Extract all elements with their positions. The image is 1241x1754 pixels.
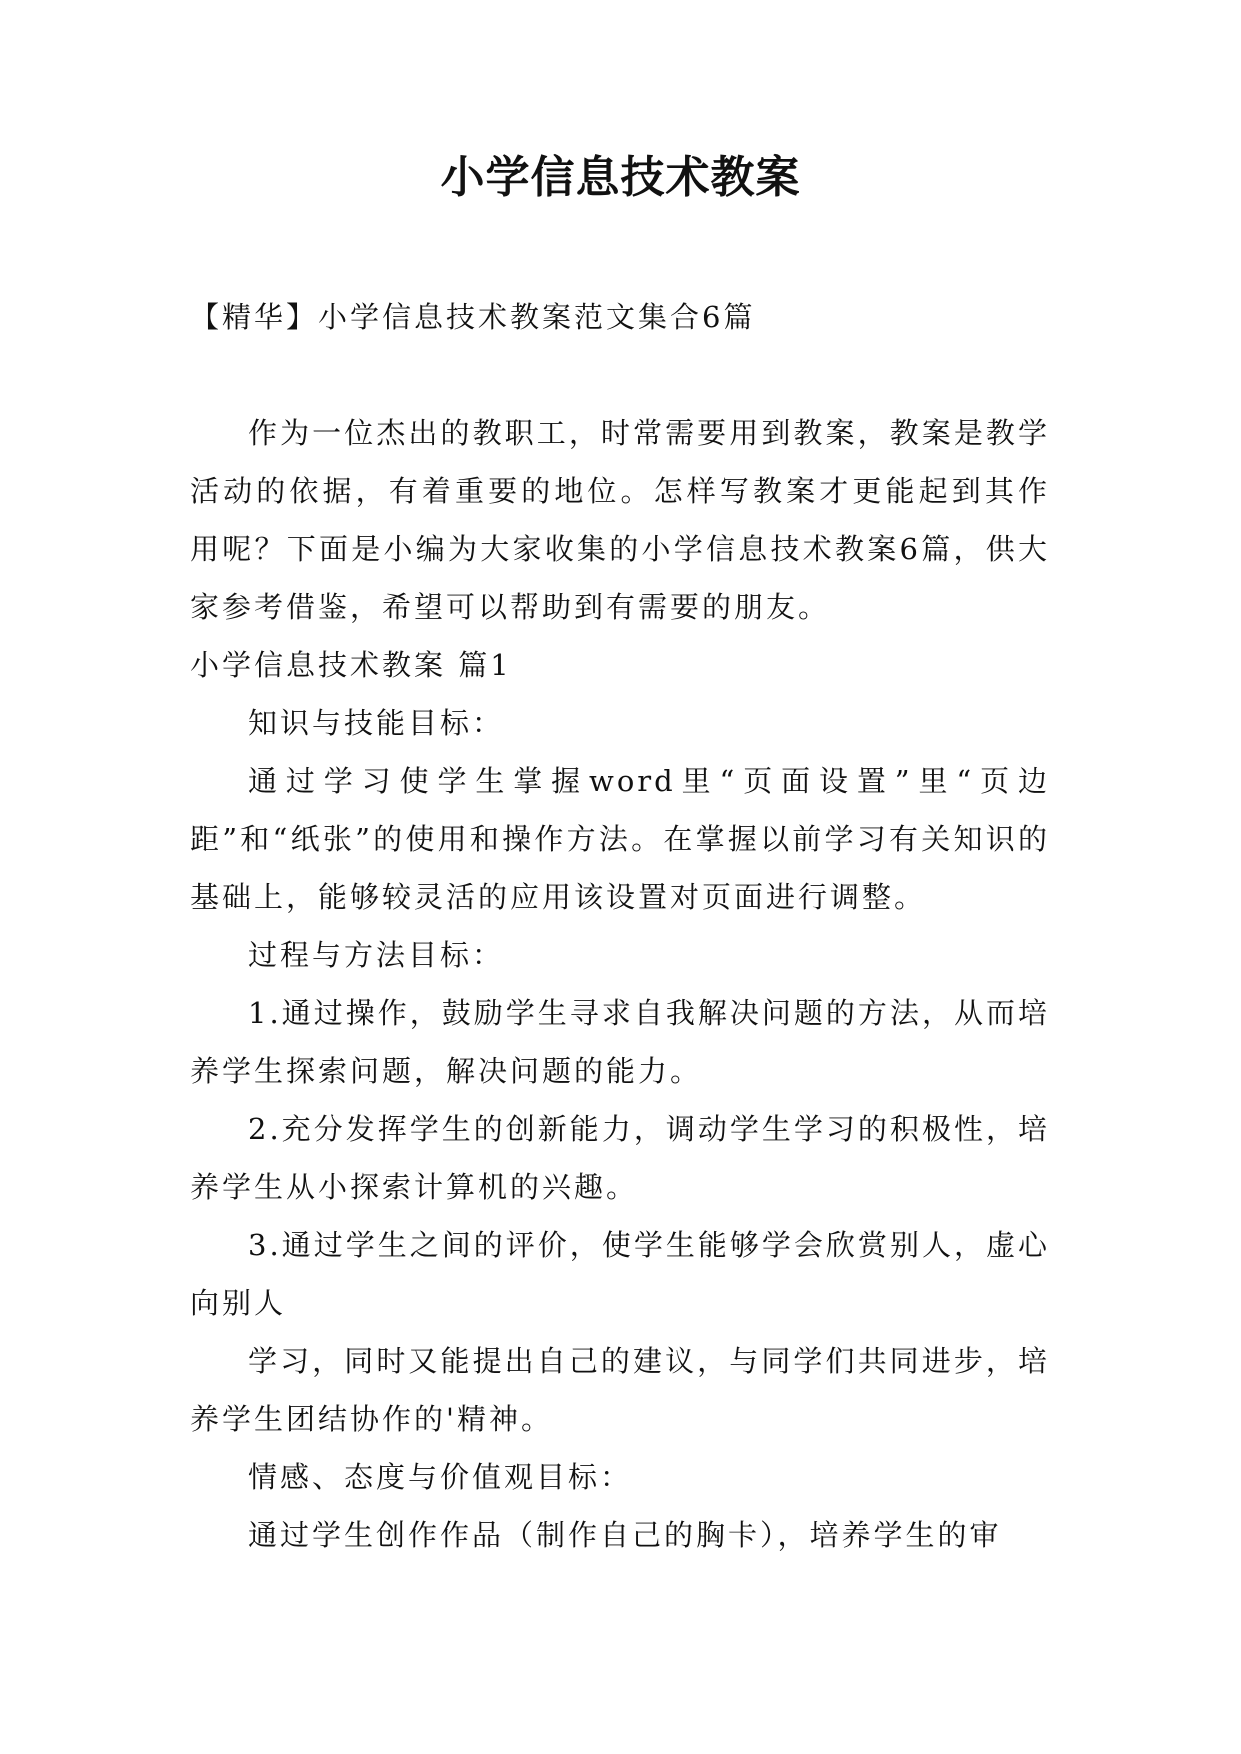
document-title: 小学信息技术教案 — [440, 152, 801, 203]
list-item-3-continued: 学习，同时又能提出自己的建议，与同学们共同进步，培养学生团结协作的'精神。 — [190, 1344, 1050, 1436]
list-item-3: 3.通过学生之间的评价，使学生能够学会欣赏别人，虚心向别人 — [190, 1228, 1050, 1320]
document-subtitle: 【精华】小学信息技术教案范文集合6篇 — [190, 300, 756, 334]
paragraph-attitude: 通过学生创作作品（制作自己的胸卡），培养学生的审 — [248, 1518, 1002, 1552]
goal-heading-process: 过程与方法目标： — [248, 938, 505, 972]
list-item-1: 1.通过操作，鼓励学生寻求自我解决问题的方法，从而培养学生探索问题，解决问题的能力。 — [190, 996, 1050, 1088]
goal-heading-knowledge: 知识与技能目标： — [248, 706, 505, 740]
list-item-2: 2.充分发挥学生的创新能力，调动学生学习的积极性，培养学生从小探索计算机的兴趣。 — [190, 1112, 1050, 1204]
document-body — [190, 404, 1050, 1564]
intro-paragraph: 作为一位杰出的教职工，时常需要用到教案，教案是教学活动的依据，有着重要的地位。怎样写教案才更能起到其作用呢？下面是小编为大家收集的小学信息技术教案6篇，供大家参考借鉴，希望可以帮助到有需要的朋友。 — [190, 416, 1050, 624]
goal-heading-attitude: 情感、态度与价值观目标： — [248, 1460, 633, 1494]
paragraph-knowledge: 通过学习使学生掌握word里“页面设置”里“页边距”和“纸张”的使用和操作方法。在掌握以前学习有关知识的基础上，能够较灵活的应用该设置对页面进行调整。 — [190, 764, 1050, 914]
section-heading: 小学信息技术教案 篇1 — [190, 648, 512, 682]
